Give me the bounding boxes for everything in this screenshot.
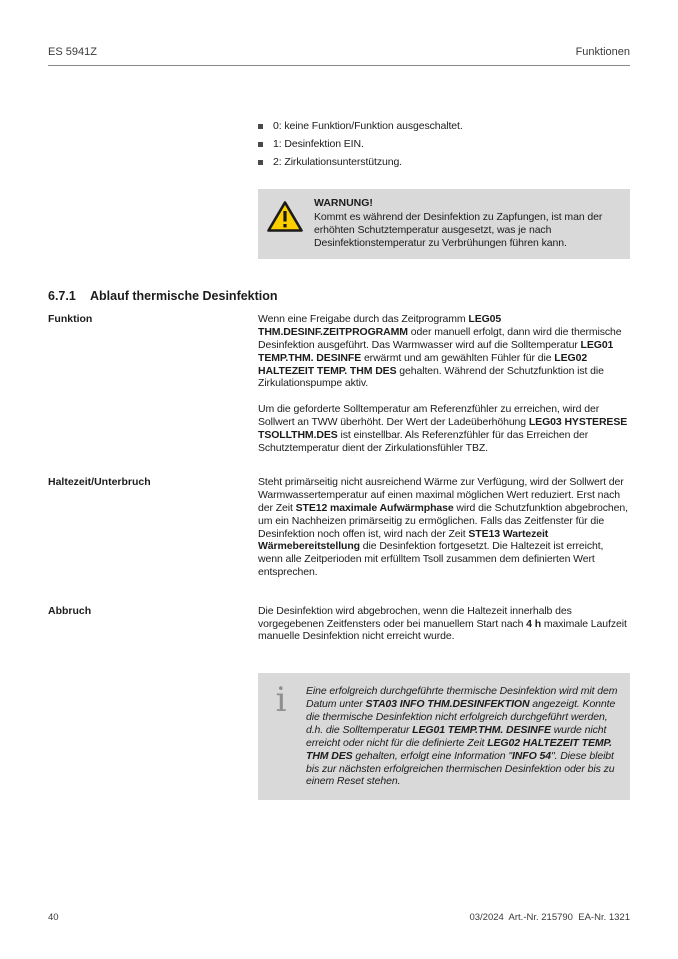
list-item-text: 2: Zirkulationsunterstützung. (273, 156, 403, 168)
value-list (258, 120, 630, 169)
list-item-text: 1: Desinfektion EIN. (273, 138, 364, 150)
content-row-haltezeit (48, 476, 630, 578)
warning-body: Kommt es während der Desinfektion zu Zapfungen, ist man der erhöhten Schutztemperatur ausgesetzt, was je nach Desinfektionstemperatur zu Verbrühungen führen kann. (314, 211, 603, 249)
body-text-block (258, 313, 630, 454)
info-icon: i (275, 680, 287, 721)
paragraph: Die Desinfektion wird abgebrochen, wenn die Haltezeit innerhalb des vorgegebenen Zeitfensters oder bei manuellem Start nach 4 h maximale Laufzeit manuelle Desinfektion nicht erreicht wurde. (258, 604, 627, 643)
list-item (258, 156, 630, 169)
header-divider (48, 65, 630, 66)
document-code: ES 5941Z (48, 46, 97, 58)
warning-triangle-icon (266, 200, 304, 234)
list-item-text: 0: keine Funktion/Funktion ausgeschaltet. (273, 120, 463, 132)
info-text: Eine erfolgreich durchgeführte thermische Desinfektion wird mit dem Datum unter STA03 INFO THM.DESINFEKTION angezeigt. Konnte die thermische Desinfektion nicht erfolgreich durchgeführt werden, d.h. die Solltemperatur LEG01 TEMP.THM. DESINFE wurde nicht erreicht oder nicht für die definierte Zeit LEG02 HALTEZEIT TEMP. THM DES gehalten, erfolgt eine Information "INFO 54". Diese bleibt bis zur nächsten erfolgreichen thermischen Desinfektion oder bis zu einem Reset stehen. (306, 685, 618, 788)
section-number: 6.7.1 (48, 289, 76, 304)
body-text-block (258, 605, 630, 643)
bullet-square-icon (258, 160, 263, 165)
chapter-name: Funktionen (575, 46, 630, 58)
margin-label: Funktion (48, 313, 93, 326)
paragraph: Um die geforderte Solltemperatur am Referenzfühler zu erreichen, wird der Sollwert an TWW überhöht. Der Wert der Ladeüberhöhung LEG03 HYSTERESE TSOLLTHM.DES ist einstellbar. Als Referenzfühler für das Erreichen der Schutztemperatur dient der Zirkulationsfühler TBZ. (258, 403, 628, 454)
page-number: 40 (48, 912, 59, 923)
list-item (258, 138, 630, 151)
paragraph: Steht primärseitig nicht ausreichend Wärme zur Verfügung, wird der Sollwert der Warmwassertemperatur auf einen maximal möglichen Wert reduziert. Erst nach der Zeit STE12 maximale Aufwärmphase wird die Schutzfunktion abgebrochen, um ein Nachheizen primärseitig zu ermöglichen. Falls das Zeitfenster für die Desinfektion noch offen ist, wird nach der Zeit STE13 Wartezeit Wärmebereitstellung die Desinfektion fortgesetzt. Die Haltezeit ist erreicht, wenn alle Zeitperioden mit erfülltem Tsoll zusammen dem definierten Wert entsprechen. (258, 476, 628, 578)
section-heading (48, 289, 630, 303)
info-box (258, 673, 630, 800)
page-header (48, 46, 630, 58)
bullet-square-icon (258, 142, 263, 147)
margin-label: Haltezeit/Unterbruch (48, 476, 151, 489)
content-row-funktion (48, 313, 630, 454)
footer-meta: 03/2024 Art.-Nr. 215790 EA-Nr. 1321 (469, 912, 630, 923)
page-footer (48, 912, 630, 923)
list-item (258, 120, 630, 133)
bullet-square-icon (258, 124, 263, 129)
content-row-abbruch (48, 605, 630, 643)
warning-box (258, 189, 630, 259)
margin-label: Abbruch (48, 604, 92, 617)
body-text-block (258, 476, 630, 578)
warning-title: WARNUNG! (314, 197, 373, 209)
paragraph: Wenn eine Freigabe durch das Zeitprogramm LEG05 THM.DESINF.ZEITPROGRAMM oder manuell erfolgt, dann wird die thermische Desinfektion ausgeführt. Das Warmwasser wird auf die Solltemperatur LEG01 TEMP.THM. DESINFE erwärmt und am gewählten Fühler für die LEG02 HALTEZEIT TEMP. THM DES gehalten. Während der Schutzfunktion ist die Zirkulationspumpe aktiv. (258, 313, 622, 390)
section-title: Ablauf thermische Desinfektion (90, 289, 278, 304)
warning-text-block (314, 197, 618, 249)
